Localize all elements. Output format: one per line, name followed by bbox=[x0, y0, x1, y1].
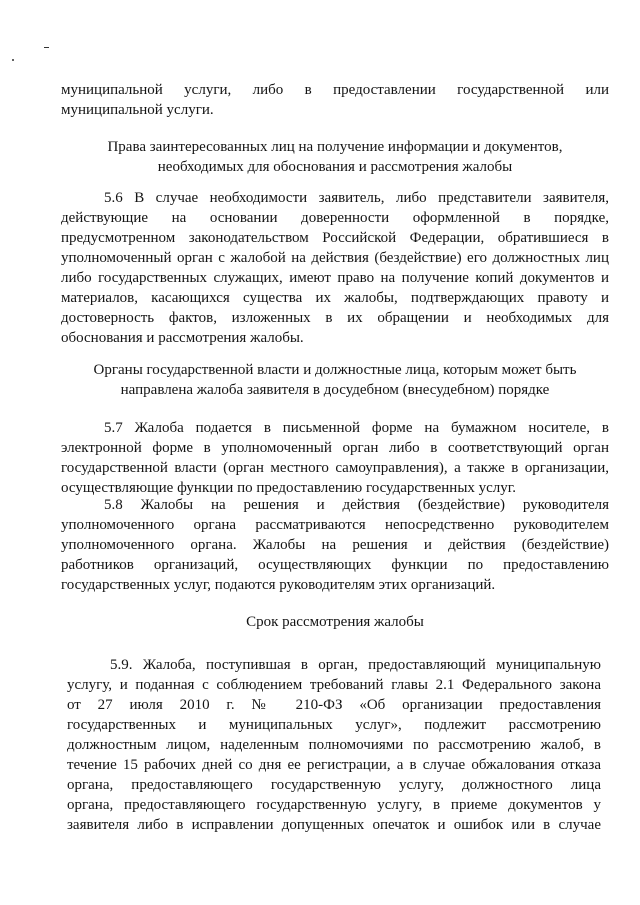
text-line: течение 15 рабочих дней со дня ее регистрации, а в случае обжалования отказа bbox=[67, 757, 601, 773]
heading-line: Срок рассмотрения жалобы bbox=[246, 614, 424, 630]
text-line: 5.6 В случае необходимости заявитель, либо представители заявителя, bbox=[104, 190, 609, 206]
text-line: достоверность фактов, изложенных в их обращении и необходимых для bbox=[61, 310, 609, 326]
text-line: 5.9. Жалоба, поступившая в орган, предоставляющий муниципальную bbox=[110, 657, 601, 673]
section-heading-rights bbox=[61, 137, 609, 177]
heading-line: необходимых для обоснования и рассмотрения жалобы bbox=[157, 159, 513, 175]
paragraph-5-6 bbox=[61, 188, 609, 348]
text-line: уполномоченного органа. Жалобы на решения и действия (бездействие) bbox=[61, 537, 609, 553]
text-line: работников организаций, осуществляющих функции по предоставлению bbox=[61, 557, 609, 573]
text-line: услугу, и поданная с соблюдением требований главы 2.1 Федерального закона bbox=[67, 677, 601, 693]
paragraph-5-9 bbox=[67, 655, 601, 835]
text-line: органа, предоставляющего государственную услугу, должностного лица bbox=[67, 777, 601, 793]
text-line: органа, предоставляющего государственную услугу, в приеме документов у bbox=[67, 797, 601, 813]
text-line: материалов, касающихся существа их жалобы, подтверждающих правоту и bbox=[61, 290, 609, 306]
text-line: осуществляющие функции по предоставлению государственных услуг. bbox=[61, 480, 517, 496]
paragraph-5-7 bbox=[61, 418, 609, 498]
text-line: уполномоченный орган с жалобой на действия (бездействие) его должностных лиц bbox=[61, 250, 609, 266]
text-line: государственной власти (орган местного самоуправления), а также в организации, bbox=[61, 460, 609, 476]
text-line: уполномоченного органа рассматриваются непосредственно руководителем bbox=[61, 517, 609, 533]
text-line: должностным лицом, наделенным полномочиями по рассмотрению жалоб, в bbox=[67, 737, 601, 753]
heading-line: направлена жалоба заявителя в досудебном (внесудебном) порядке bbox=[120, 382, 550, 398]
text-line: электронной форме в уполномоченный орган либо в соответствующий орган bbox=[61, 440, 609, 456]
text-line: либо государственных служащих, имеют право на получение копий документов и bbox=[61, 270, 609, 286]
text-line: предусмотренном законодательством Российской Федерации, обратившиеся в bbox=[61, 230, 609, 246]
scan-artifact-dash bbox=[44, 47, 49, 48]
scan-artifact-dot bbox=[12, 59, 14, 61]
text-line: обоснования и рассмотрения жалобы. bbox=[61, 330, 304, 346]
text-line: муниципальной услуги. bbox=[61, 102, 214, 118]
heading-line: Права заинтересованных лиц на получение информации и документов, bbox=[107, 139, 563, 155]
text-line: действующие на основании доверенности оформленной в порядке, bbox=[61, 210, 609, 226]
text-line: 5.8 Жалобы на решения и действия (бездействие) руководителя bbox=[104, 497, 609, 513]
text-line: государственных услуг, подаются руководителям этих организаций. bbox=[61, 577, 496, 593]
section-heading-authorities bbox=[61, 360, 609, 400]
paragraph-intro bbox=[61, 80, 609, 120]
section-heading-review-term bbox=[61, 612, 609, 632]
text-line: 5.7 Жалоба подается в письменной форме на бумажном носителе, в bbox=[104, 420, 609, 436]
text-line: государственных и муниципальных услуг», подлежит рассмотрению bbox=[67, 717, 601, 733]
heading-line: Органы государственной власти и должностные лица, которым может быть bbox=[93, 362, 577, 378]
text-line: муниципальной услуги, либо в предоставлении государственной или bbox=[61, 82, 609, 98]
text-line: от 27 июля 2010 г. № 210-ФЗ «Об организации предоставления bbox=[67, 697, 601, 713]
text-line: заявителя либо в исправлении допущенных опечаток и ошибок или в случае bbox=[67, 817, 601, 833]
paragraph-5-8 bbox=[61, 495, 609, 595]
